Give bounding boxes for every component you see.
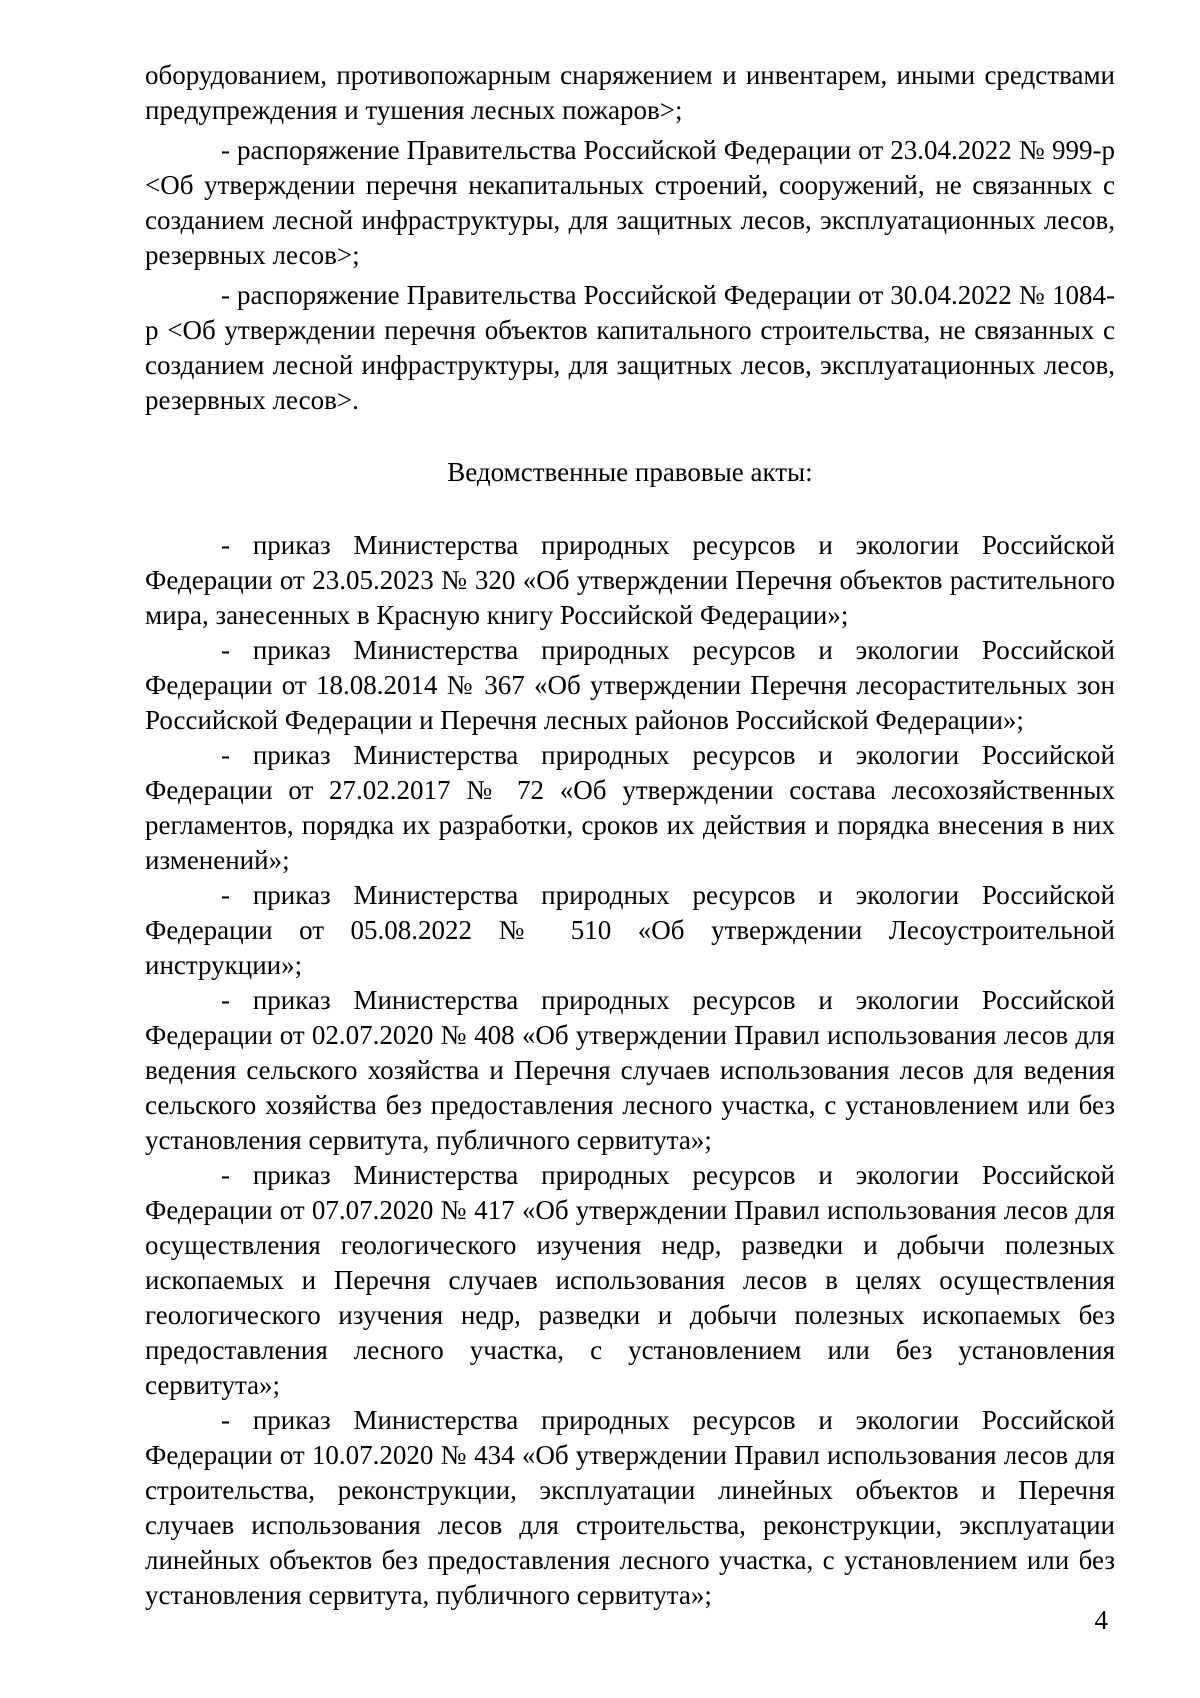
paragraph-order-417: - приказ Министерства природных ресурсов и экологии Российской Федерации от 07.07.2020 № 417 «Об утверждении Правил использования лесов для осуществления геологического изучения недр, разведки и добычи полезных ископаемых и Перечня случаев использования лесов в целях осуществления геологического изучения недр, разведки и добычи полезных ископаемых без предоставления лесного участка, с установлением или без установления сервитута»; [145, 1160, 1115, 1400]
paragraph-decree-1084: - распоряжение Правительства Российской Федерации от 30.04.2022 № 1084-р <Об утверждении перечня объектов капитального строительства, не связанных с созданием лесной инфраструктуры, для защитных лесов, эксплуатационных лесов, резервных лесов>. [145, 280, 1115, 415]
page-number: 4 [1094, 1605, 1108, 1635]
section-heading: Ведомственные правовые акты: [447, 457, 813, 487]
paragraph-decree-999: - распоряжение Правительства Российской Федерации от 23.04.2022 № 999-р <Об утверждении перечня некапитальных строений, сооружений, не связанных с созданием лесной инфраструктуры, для защитных лесов, эксплуатационных лесов, резервных лесов>; [145, 135, 1115, 270]
paragraph-order-510: - приказ Министерства природных ресурсов и экологии Российской Федерации от 05.08.2022 № 510 «Об утверждении Лесоустроительной инструкции»; [145, 880, 1115, 980]
paragraph-order-320: - приказ Министерства природных ресурсов и экологии Российской Федерации от 23.05.2023 № 320 «Об утверждении Перечня объектов растительного мира, занесенных в Красную книгу Российской Федерации»; [145, 530, 1115, 630]
document-body [145, 58, 1115, 1613]
paragraph-continuation: оборудованием, противопожарным снаряжением и инвентарем, иными средствами предупреждения и тушения лесных пожаров>; [145, 60, 1115, 125]
paragraph-order-72: - приказ Министерства природных ресурсов и экологии Российской Федерации от 27.02.2017 № 72 «Об утверждении состава лесохозяйственных регламентов, порядка их разработки, сроков их действия и порядка внесения в них изменений»; [145, 740, 1115, 875]
paragraph-order-408: - приказ Министерства природных ресурсов и экологии Российской Федерации от 02.07.2020 № 408 «Об утверждении Правил использования лесов для ведения сельского хозяйства и Перечня случаев использования лесов для ведения сельского хозяйства без предоставления лесного участка, с установлением или без установления сервитута, публичного сервитута»; [145, 985, 1115, 1155]
paragraph-order-434: - приказ Министерства природных ресурсов и экологии Российской Федерации от 10.07.2020 № 434 «Об утверждении Правил использования лесов для строительства, реконструкции, эксплуатации линейных объектов и Перечня случаев использования лесов для строительства, реконструкции, эксплуатации линейных объектов без предоставления лесного участка, с установлением или без установления сервитута, публичного сервитута»; [145, 1405, 1115, 1610]
paragraph-order-367: - приказ Министерства природных ресурсов и экологии Российской Федерации от 18.08.2014 № 367 «Об утверждении Перечня лесорастительных зон Российской Федерации и Перечня лесных районов Российской Федерации»; [145, 635, 1115, 735]
